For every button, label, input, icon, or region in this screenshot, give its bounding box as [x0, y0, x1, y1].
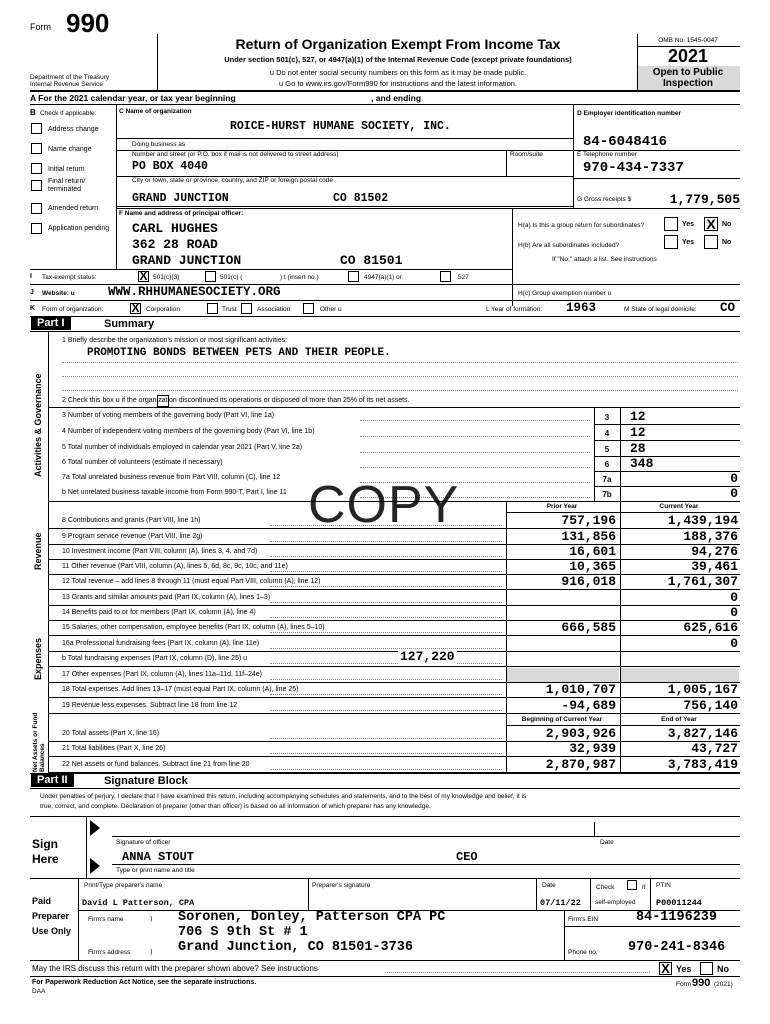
ag-line-number: 7b: [602, 490, 612, 499]
527-label: 527: [458, 274, 469, 281]
use-only-label: Use Only: [32, 926, 72, 936]
final-return-checkbox[interactable]: [31, 180, 42, 191]
dept-line-1: Department of the Treasury: [30, 74, 110, 81]
ein-label: D Employer identification number: [577, 110, 682, 117]
preparer-name-label: Print/Type preparer's name: [84, 882, 163, 889]
year-formed-label: L Year of formation:: [486, 306, 543, 313]
preparer-signature-label: Preparer's signature: [312, 882, 371, 889]
phone-no-label: Phone no.: [568, 949, 598, 956]
ptin-value: P00011244: [656, 898, 702, 908]
ag-line-number: 6: [604, 460, 610, 469]
current-year-value: 3,827,146: [667, 726, 738, 741]
financial-line-label: 20 Total assets (Part X, line 16): [62, 730, 160, 737]
firm-address-line-2: Grand Junction, CO 81501-3736: [178, 940, 413, 955]
current-year-value: 1,761,307: [667, 574, 738, 589]
ag-line-value: 12: [630, 409, 646, 424]
firm-address-line-1: 706 S 9th St # 1: [178, 925, 308, 940]
hb-yes-checkbox[interactable]: [664, 235, 678, 249]
org-street: PO BOX 4040: [132, 160, 208, 173]
ha-yes-label: Yes: [682, 221, 695, 228]
room-suite-label: Room/suite: [510, 151, 543, 158]
phone-label: E Telephone number: [577, 151, 637, 158]
firm-ein-value: 84-1196239: [636, 910, 718, 925]
type-name-title-label: Type or print name and title: [116, 867, 195, 874]
ag-line-value: 12: [630, 425, 646, 440]
prior-year-value: 757,196: [561, 513, 616, 528]
line-i-letter: I: [30, 273, 32, 280]
corporation-label: Corporation: [146, 306, 180, 313]
line-2-label: 2 Check this box u if the organization discontinued its operations or disposed of more than 25% of its net assets.: [62, 397, 410, 404]
prior-year-header: Prior Year: [546, 503, 578, 510]
hb-question: H(b) Are all subordinates included?: [518, 242, 620, 249]
financial-line-label: 17 Other expenses (Part IX, column (A), lines 11a–11d, 11f–24e): [62, 671, 262, 678]
ptin-label: PTIN: [656, 882, 671, 889]
prior-year-value: 32,939: [569, 741, 616, 756]
firm-name-arrow: ⟩: [150, 916, 153, 923]
trust-label: Trust: [222, 306, 237, 313]
form-label: Form: [30, 22, 51, 32]
self-employed-label: self-employed: [595, 899, 636, 906]
discuss-no-label: No: [717, 964, 729, 974]
daa-label: DAA: [32, 988, 46, 995]
hb-no-checkbox[interactable]: [704, 235, 718, 249]
form-subtitle: Under section 501(c), 527, or 4947(a)(1) of the Internal Revenue Code (except private foundations): [224, 55, 572, 64]
line-k-letter: K: [30, 305, 36, 312]
ha-yes-checkbox[interactable]: [664, 217, 678, 231]
paperwork-notice: For Paperwork Reduction Act Notice, see the separate instructions.: [32, 979, 257, 986]
prior-year-value: -94,689: [561, 698, 616, 713]
hb-no-label: No: [722, 239, 732, 246]
prior-year-value: 131,856: [561, 529, 616, 544]
financial-line-label: 14 Benefits paid to or for members (Part IX, column (A), line 4): [62, 609, 256, 616]
org-state-zip: CO 81502: [333, 192, 389, 205]
org-name-label: C Name of organization: [119, 108, 192, 115]
financial-line-label: 13 Grants and similar amounts paid (Part IX, column (A), lines 1–3): [62, 594, 271, 601]
current-year-value: 3,783,419: [667, 757, 738, 772]
ag-line-value: 0: [730, 486, 738, 501]
ag-line-label: b Net unrelated business taxable income from Form 990-T, Part I, line 11: [62, 489, 287, 496]
gross-receipts-value: 1,779,505: [669, 192, 740, 207]
dba-label: Doing business as: [132, 141, 186, 148]
insert-no-label: ) t (insert no.): [280, 274, 319, 281]
ag-line-label: 5 Total number of individuals employed in calendar year 2021 (Part V, line 2a): [62, 444, 303, 451]
initial-return-checkbox[interactable]: [31, 163, 42, 174]
firm-address-label: Firm's address: [88, 949, 131, 956]
current-year-value: 1,439,194: [667, 513, 738, 528]
form-number: 990: [66, 8, 110, 38]
side-revenue: Revenue: [33, 532, 43, 570]
phone-value: 970-434-7337: [583, 160, 684, 176]
501c3-checkbox[interactable]: X: [139, 269, 148, 283]
form-title: Return of Organization Exempt From Income Tax: [235, 36, 561, 52]
ag-line-label: 7a Total unrelated business revenue from Part VIII, column (C), line 12: [62, 474, 281, 481]
line-a-label: A For the 2021 calendar year, or tax year beginning: [30, 93, 236, 103]
sign-arrow-icon: [90, 820, 102, 876]
org-city: GRAND JUNCTION: [132, 192, 229, 205]
amended-return-label: Amended return: [48, 205, 99, 212]
copy-watermark: COPY: [308, 476, 460, 534]
financial-line-label: 10 Investment income (Part VIII, column (A), lines 3, 4, and 7d): [62, 548, 258, 555]
discontinued-checkbox[interactable]: [157, 395, 169, 407]
current-year-value: 0: [730, 636, 738, 651]
firm-name-label: Firm's name: [88, 916, 124, 923]
domicile-value: CO: [720, 301, 736, 315]
preparer-name: David L Patterson, CPA: [82, 898, 195, 908]
discuss-question: May the IRS discuss this return with the preparer shown above? See instructions: [32, 964, 318, 973]
part-ii-label: Part II: [31, 774, 74, 787]
other-label: Other u: [320, 306, 342, 313]
current-year-value: 188,376: [683, 529, 738, 544]
tax-year: 2021: [667, 46, 709, 66]
financial-line-label: 18 Total expenses. Add lines 13–17 (must equal Part IX, column (A), line 25): [62, 686, 299, 693]
address-change-checkbox[interactable]: [31, 123, 42, 134]
ag-line-label: 6 Total number of volunteers (estimate if necessary): [62, 459, 223, 466]
ag-line-number: 5: [604, 445, 610, 454]
ag-line-number: 7a: [602, 475, 612, 484]
tax-exempt-label: Tax-exempt status:: [42, 274, 97, 281]
side-activities-governance: Activities & Governance: [33, 373, 43, 477]
discuss-yes-checkbox[interactable]: X: [659, 962, 672, 975]
other-checkbox[interactable]: [303, 303, 314, 314]
hc-label: H(c) Group exemption number u: [518, 290, 612, 297]
current-year-value: 94,276: [691, 544, 738, 559]
amended-return-checkbox[interactable]: [31, 203, 42, 214]
hb-yes-label: Yes: [682, 239, 695, 246]
officer-city: GRAND JUNCTION: [132, 253, 242, 268]
part-ii-title: Signature Block: [104, 775, 188, 787]
side-net-assets: Net Assets or Fund Balances: [32, 712, 46, 772]
501c3-label: 501(c)(3): [153, 274, 180, 281]
officer-state-zip: CO 81501: [340, 253, 403, 268]
name-change-label: Name change: [48, 146, 92, 153]
ha-no-label: No: [722, 221, 732, 228]
footer-form-prefix: Form: [676, 981, 692, 988]
section-b-label: Check if applicable:: [40, 110, 97, 117]
prior-year-value: 16,601: [569, 544, 616, 559]
financial-line-label: 19 Revenue less expenses. Subtract line 18 from line 12: [62, 702, 238, 709]
ag-line-number: 3: [604, 413, 610, 422]
street-label: Number and street (or P.O. box if mail is not delivered to street address): [132, 151, 339, 158]
prior-year-value: 2,903,926: [545, 726, 616, 741]
final-return-label: Final return/ terminated: [48, 178, 86, 193]
part-i-label: Part I: [31, 317, 71, 330]
perjury-line-2: true, correct, and complete. Declaration of preparer (other than officer) is based on all information of which preparer has any knowledge.: [40, 803, 431, 810]
ag-line-label: 3 Number of voting members of the governing body (Part VI, line 1a): [62, 412, 275, 419]
4947-label: 4947(a)(1) or: [364, 274, 402, 281]
preparer-date: 07/11/22: [540, 898, 581, 908]
association-checkbox[interactable]: [241, 303, 252, 314]
instructions-notice: u Go to www.irs.gov/Form990 for instructions and the latest information.: [278, 79, 518, 88]
prior-year-value: 2,870,987: [545, 757, 616, 772]
current-year-value: 756,140: [683, 698, 738, 713]
sign-label: Sign: [32, 837, 58, 851]
self-employed-check-label: Check: [596, 884, 615, 891]
org-name: ROICE-HURST HUMANE SOCIETY, INC.: [230, 120, 451, 133]
footer-form-number: 990: [692, 977, 711, 989]
if-label: if: [642, 884, 646, 891]
dept-line-2: Internal Revenue Service: [30, 81, 103, 88]
current-year-value: 0: [730, 590, 738, 605]
financial-line-label: b Total fundraising expenses (Part IX, column (D), line 25) u: [62, 655, 248, 662]
footer-form-year: (2021): [714, 981, 733, 988]
financial-line-label: 9 Program service revenue (Part VIII, line 2g): [62, 533, 203, 540]
financial-line-label: 12 Total revenue – add lines 8 through 11 (must equal Part VIII, column (A), line 12): [62, 578, 321, 585]
association-label: Association: [257, 306, 291, 313]
ag-line-value: 0: [730, 471, 738, 486]
prior-year-value: 666,585: [561, 620, 616, 635]
signature-of-officer-label: Signature of officer: [116, 839, 171, 846]
here-label: Here: [32, 852, 59, 866]
officer-signer-title: CEO: [456, 850, 478, 864]
ag-line-number: 4: [604, 429, 610, 438]
officer-name: CARL HUGHES: [132, 221, 218, 236]
corporation-checkbox[interactable]: X: [131, 301, 140, 315]
officer-label: F Name and address of principal officer:: [119, 210, 244, 217]
address-change-label: Address change: [48, 126, 99, 133]
firm-phone: 970-241-8346: [628, 940, 726, 955]
current-year-value: 0: [730, 605, 738, 620]
ha-question: H(a) Is this a group return for subordinates?: [518, 222, 645, 229]
domicile-label: M State of legal domicile:: [624, 306, 697, 313]
firm-address-arrow: ⟩: [150, 949, 153, 956]
fundraising-inline-value: 127,220: [400, 649, 455, 664]
year-formed-value: 1963: [566, 301, 597, 315]
preparer-date-label: Date: [542, 882, 556, 889]
current-year-value: 39,461: [691, 559, 738, 574]
application-pending-label: Application pending: [48, 225, 110, 232]
sign-date-label: Date: [600, 839, 614, 846]
gross-receipts-label: G Gross receipts $: [577, 196, 632, 203]
current-year-value: 625,616: [683, 620, 738, 635]
trust-checkbox[interactable]: [207, 303, 218, 314]
prior-year-value: 1,010,707: [545, 682, 616, 697]
part-i-title: Summary: [104, 318, 155, 330]
initial-return-label: Initial return: [48, 166, 85, 173]
discuss-no-checkbox[interactable]: [700, 962, 713, 975]
prior-year-value: 10,365: [569, 559, 616, 574]
paid-label: Paid: [32, 896, 52, 906]
inspection: Inspection: [662, 78, 713, 89]
application-pending-checkbox[interactable]: [31, 223, 42, 234]
line-j-letter: J: [30, 289, 34, 296]
mission-text: PROMOTING BONDS BETWEEN PETS AND THEIR PEOPLE.: [87, 347, 391, 359]
ssn-notice: u Do not enter social security numbers on this form as it may be made public.: [269, 68, 527, 77]
current-year-value: 1,005,167: [667, 682, 738, 697]
perjury-line-1: Under penalties of perjury, I declare that I have examined this return, including accompanying schedules and statements, and to the best of my knowledge and belief, it is: [40, 793, 527, 800]
website-label: Website: u: [42, 290, 75, 297]
financial-line-label: 16a Professional fundraising fees (Part IX, column (A), line 11e): [62, 640, 260, 647]
ha-no-checkbox[interactable]: X: [704, 217, 718, 231]
firm-name: Soronen, Donley, Patterson CPA PC: [178, 910, 446, 925]
501c-checkbox[interactable]: [205, 271, 216, 282]
side-expenses: Expenses: [33, 637, 43, 680]
financial-line-label: 8 Contributions and grants (Part VIII, line 1h): [62, 517, 201, 524]
section-b-letter: B: [30, 108, 36, 117]
eoy-header: End of Year: [661, 716, 697, 723]
501c-label: 501(c) (: [220, 274, 243, 281]
name-change-checkbox[interactable]: [31, 143, 42, 154]
form-of-org-label: Form of organization:: [42, 306, 104, 313]
open-to-public: Open to Public: [652, 67, 724, 78]
prior-year-value: 916,018: [561, 574, 616, 589]
officer-signer-name: ANNA STOUT: [122, 850, 195, 864]
firm-ein-label: Firm's EIN: [568, 916, 599, 923]
4947-checkbox[interactable]: [348, 271, 359, 282]
line-1-label: 1 Briefly describe the organization's mission or most significant activities:: [62, 337, 288, 344]
officer-address: 362 28 ROAD: [132, 237, 218, 252]
527-checkbox[interactable]: [440, 271, 451, 282]
current-year-value: 43,727: [691, 741, 738, 756]
current-year-header: Current Year: [659, 503, 699, 510]
ein-value: 84-6048416: [583, 134, 668, 150]
ag-line-label: 4 Number of independent voting members of the governing body (Part VI, line 1b): [62, 428, 315, 435]
omb-number: OMB No. 1545-0047: [658, 37, 718, 44]
financial-line-label: 21 Total liabilities (Part X, line 26): [62, 745, 166, 752]
financial-line-label: 11 Other revenue (Part VIII, column (A), lines 5, 6d, 8c, 9c, 10c, and 11e): [62, 563, 288, 570]
financial-line-label: 15 Salaries, other compensation, employee benefits (Part IX, column (A), lines 5–10): [62, 624, 325, 631]
boy-header: Beginning of Current Year: [521, 716, 603, 723]
website-value: WWW.RHHUMANESOCIETY.ORG: [108, 285, 281, 299]
discuss-yes-label: Yes: [676, 964, 692, 974]
hb-note: If "No," attach a list. See instructions: [552, 256, 657, 263]
city-label: City or town, state or province, country, and ZIP or foreign postal code: [132, 177, 333, 184]
line-a-ending: , and ending: [371, 93, 422, 103]
ag-line-value: 28: [630, 441, 646, 456]
self-employed-checkbox[interactable]: [627, 880, 637, 890]
preparer-label: Preparer: [32, 911, 70, 921]
ag-line-value: 348: [630, 456, 654, 471]
financial-line-label: 22 Net assets or fund balances. Subtract line 21 from line 20: [62, 761, 250, 768]
